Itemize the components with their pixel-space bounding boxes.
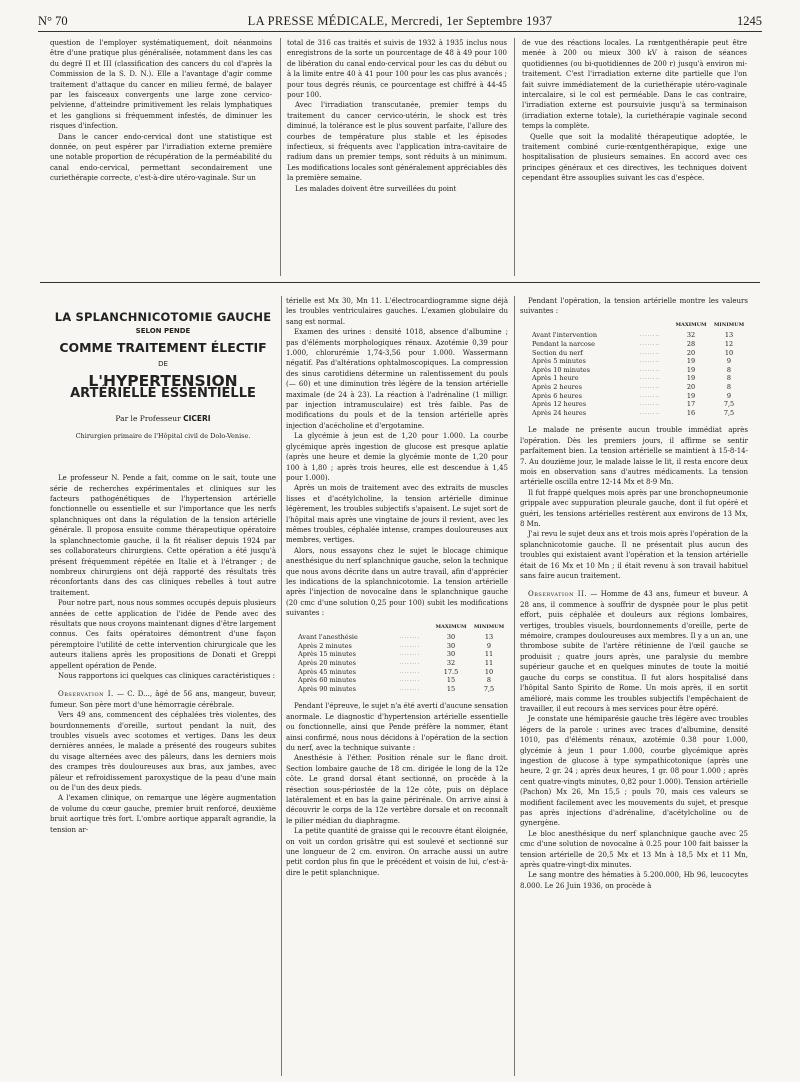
- value-max: 30: [446, 633, 456, 642]
- table-row: [520, 331, 748, 340]
- leader-dots: ........: [639, 349, 661, 356]
- issue-number: N° 70: [38, 14, 68, 28]
- leader-dots: ........: [399, 677, 421, 684]
- title-line: ARTÉRIELLE ESSENTIELLE: [70, 386, 256, 402]
- row-label: Après 45 minutes: [298, 667, 356, 676]
- table-row: [520, 383, 748, 392]
- paragraph: Les malades doivent être surveillées du point: [295, 184, 457, 193]
- column-rule: [280, 38, 281, 276]
- value-max: 32: [446, 658, 456, 667]
- title-line: SELON PENDE: [135, 327, 191, 336]
- row-label: Après 10 minutes: [532, 365, 590, 374]
- row-label: Après 1 heure: [532, 374, 579, 383]
- paragraph: Le bloc anesthésique du nerf splanchnique gauche avec 25 cmc d'une solution de novocaïne à 0.25 pour 100 fait baisser la tension artérielle de 20,5 Mx et 13 Mn à 18,5 Mx et 11 Mn, après quatre-vingt-dix minutes.: [520, 829, 748, 869]
- paragraph: Après un mois de traitement avec des extraits de muscles lisses et d'acétylcholine, la tension artérielle diminue légèrement, les troubles subjectifs s'apaisent. Le sujet sort de l'hôpital mais après une vingtaine de jours il revient, avec les mêmes troubles, céphalée intense, crampes douloureuses aux membres, vertiges.: [286, 484, 508, 545]
- table-row: [520, 357, 748, 366]
- value-min: 9: [726, 391, 732, 400]
- journal-title: LA PRESSE MÉDICALE, Mercredi, 1er Septembre 1937: [247, 14, 553, 28]
- leader-dots: ........: [399, 659, 421, 666]
- page-number: 1245: [736, 14, 762, 28]
- title-line: LA SPLANCHNICOTOMIE GAUCHE: [54, 310, 272, 324]
- value-min: 7,5: [723, 408, 735, 417]
- paragraph: de vue des réactions locales. La rœntgenthérapie peut être menée à 200 ou mieux 300 kV à raison de séances quotidiennes (ou bi-quotidiennes de 200 r) jusqu'à environ mi-traitement. C'est l'irradiation externe dite partielle que l'on fait suivre immédiatement de la curiethérapie utéro-vaginale intercalaire, si le col est perméable. Dans le cas contraire, l'irradiation externe est poursuivie jusqu'à sa terminaison (irradiation externe totale), la curiethérapie vaginale second temps la complète.: [522, 39, 747, 131]
- table-row: [286, 642, 508, 651]
- row-label: Après 6 heures: [532, 391, 582, 400]
- table-row: [520, 409, 748, 418]
- title-line: COMME TRAITEMENT ÉLECTIF: [59, 339, 267, 355]
- table-row: [286, 668, 508, 677]
- value-max: 19: [686, 357, 696, 366]
- row-label: Après 20 minutes: [298, 658, 356, 667]
- value-min: 11: [484, 650, 494, 659]
- paragraph: J'ai revu le sujet deux ans et trois mois après l'opération de la splanchnicotomie gauche. Il ne présentait plus aucun des troubles qui existaient avant l'opération et la tension artérielle était de 16 Mx et 10 Mn ; il était revenu à son travail habituel sans faire aucun traitement.: [520, 530, 748, 581]
- leader-dots: ........: [639, 358, 661, 365]
- row-label: Après 2 minutes: [298, 641, 352, 650]
- leader-dots: ........: [639, 341, 661, 347]
- value-max: 30: [446, 650, 456, 659]
- value-min: 8: [726, 374, 732, 383]
- observation-text: — C. D..., âgé de 56 ans, mangeur, buveur, fumeur. Son père mort d'une hémorragie cérébrale.: [50, 690, 276, 709]
- value-min: 9: [486, 641, 492, 650]
- author-prefix: Par le Professeur: [115, 414, 181, 424]
- paragraph: question de l'employer systématiquement, doit néanmoins être d'une pratique plus généralisée, notamment dans les cas du degré II et III (classification des cancers du col d'après la Commission de la S. D. N.). Elle a l'avantage d'agir comme traitement d'attaque du cancer en milieu fermé, de balayer par les faisceaux convergents une large zone cervico-pelvienne, d'atteindre primitivement les relais lymphatiques et les ganglions si fréquemment infestés, de diminuer les risques d'infection.: [50, 39, 272, 131]
- leader-dots: ........: [639, 332, 661, 339]
- leader-dots: ........: [399, 634, 421, 641]
- leader-dots: ........: [639, 401, 661, 408]
- article-author: [50, 414, 276, 424]
- value-max: 19: [686, 365, 696, 374]
- value-max: 16: [686, 408, 696, 417]
- value-max: 17: [686, 400, 696, 409]
- value-min: 9: [726, 357, 732, 366]
- row-label: Après 60 minutes: [298, 676, 356, 685]
- paragraph: Examen des urines : densité 1018, absence d'albumine ; pas d'éléments morphologiques rénaux. Azotémie 0,39 pour 1.000, chlorurémie 1,74-3,56 pour 1.000. Wassermann négatif. Pas d'altérations ophtalmoscopiques. La compression des sinus carotidiens détermine un ralentissement du pouls (— 60) et une diminution très légère de la tension artérielle maximale (de 24 à 23). La réaction à l'adrénaline (1 milligr. par injection intramusculaire) est très faible. Pas de modifications du pouls et de la tension artérielle après injection d'acécholine et d'ergotamine.: [286, 328, 508, 430]
- tension-table-anesthesia: [286, 623, 508, 694]
- table-row: [520, 340, 748, 349]
- row-label: Pendant la narcose: [532, 340, 595, 348]
- table-row: [520, 349, 748, 358]
- title-line: DE: [158, 360, 168, 369]
- table-row: [286, 650, 508, 659]
- article-column-3: [520, 296, 748, 1076]
- value-min: 7,5: [483, 684, 495, 693]
- paragraph: Pendant l'opération, la tension artérielle montre les valeurs suivantes :: [520, 297, 748, 316]
- tension-table-operation: [520, 321, 748, 418]
- observation-2-intro: [520, 589, 748, 714]
- table-row: [520, 400, 748, 409]
- value-max: 20: [686, 348, 696, 357]
- paragraph: Quelle que soit la modalité thérapeutique adoptée, le traitement combiné curie-rœntgenthérapique, exige une hospitalisation de plusieurs semaines. En accord avec ces principes généraux et ces directives, les techniques doivent cependant être assouplies suivant les cas d'espèce.: [522, 132, 747, 183]
- row-label: Après 5 minutes: [532, 357, 586, 366]
- top-column-1: [50, 38, 272, 278]
- table-row: [286, 685, 508, 694]
- paragraph: térielle est Mx 30, Mn 11. L'électrocardiogramme signe déjà les troubles ventriculaires gauches. L'examen globulaire du sang est normal.: [286, 297, 508, 326]
- row-label: Après 12 heures: [532, 400, 587, 409]
- value-max: 19: [686, 391, 696, 400]
- table-row: [520, 392, 748, 401]
- value-min: 7,5: [723, 400, 735, 409]
- top-column-3: [522, 38, 747, 278]
- paragraph: Je constate une hémiparésie gauche très légère avec troubles légers de la parole : urines avec traces d'albumine, densité 1010, pas d'éléments rénaux, azotémie 0.38 pour 1.000, glycémie à jeun 1 pour 1.000, courbe glycémique après ingestion de glucose à type sympathicotonique (après une heure, 2 gr. 24 ; après deux heures, 1 gr. 08 pour 1.000 ; après cent quatre-vingts minutes, 0,82 pour 1.000). Tension artérielle (Pachon) Mx 26, Mn 15,5 ; pouls 70, mais ces valeurs se modifient facilement avec les mouvements du sujet, et presque pas après injections d'adrénaline, d'acétylcholine ou de gynergène.: [520, 715, 748, 828]
- paragraph: total de 316 cas traités et suivis de 1932 à 1935 inclus nous enregistrons de la sorte un pourcentage de 48 à 49 pour 100 de libération du canal endo-cervical pour les cas du début ou à la limite entre 40 à 41 pour 100 pour les cas plus avancés ; pour tous degrés réunis, ce pourcentage est chiffré à 44-45 pour 100.: [287, 39, 507, 100]
- observation-label: Observation I.: [58, 690, 114, 699]
- paragraph: Pendant l'épreuve, le sujet n'a été averti d'aucune sensation anormale. Le diagnostic d'hypertension artérielle essentielle ou fonctionnelle, ainsi que Pende préfère la nommer, étant ainsi confirmé, nous nous décidons à l'opération de la section du nerf, avec la technique suivante :: [286, 702, 508, 752]
- leader-dots: ........: [639, 409, 661, 416]
- section-divider: [40, 282, 760, 283]
- row-label: Section du nerf: [532, 348, 583, 357]
- table-row: [286, 659, 508, 668]
- value-min: 10: [484, 667, 494, 676]
- value-min: 13: [724, 331, 734, 340]
- leader-dots: ........: [399, 651, 421, 658]
- value-max: 30: [446, 641, 456, 650]
- value-min: 8: [726, 382, 732, 391]
- paragraph: Dans le cancer endo-cervical dont une statistique est donnée, on peut espérer par l'irradiation externe première une notable proportion de récupération de la perméabilité du canal endo-cervical, permettant secondairement une curiethérapie correcte, c'est-à-dire utéro-vaginale. Sur un: [50, 132, 272, 183]
- table-row: [286, 676, 508, 685]
- value-max: 28: [686, 340, 696, 348]
- value-min: 12: [724, 340, 734, 348]
- value-min: 13: [484, 633, 494, 642]
- paragraph: Anesthésie à l'éther. Position rénale sur le flanc droit. Section lombaire gauche de 18 cm. dirigée le long de la 12e côte. Le grand dorsal étant sectionné, on procède à la résection sous-périostée de la 12e côte, puis on déplace latéralement et en bas la gaine périrénale. On arrive ainsi à découvrir le corps de la 12e vertèbre dorsale et on reconnaît le pilier médian du diaphragme.: [286, 754, 508, 825]
- table-row: [286, 633, 508, 642]
- paragraph: Alors, nous essayons chez le sujet le blocage chimique anesthésique du nerf splanchnique gauche, selon la technique que nous avons décrite dans un autre travail, afin d'apprécier les indications de la splanchnicotomie. La tension artérielle après l'injection de novocaïne dans le splanchnique gauche (20 cmc d'une solution 0,25 pour 100) subit les modifications suivantes :: [286, 546, 508, 618]
- column-header-max: MAXIMUM: [675, 321, 707, 328]
- row-label: Après 90 minutes: [298, 684, 356, 693]
- paragraph: Pour notre part, nous nous sommes occupés depuis plusieurs années de cette application de l'idée de Pende avec des résultats que nous croyons maintenant dignes d'être largement connus. Ces faits opératoires démontrent d'une façon péremptoire l'utilité de cette intervention chirurgicale que les auteurs italiens après les propositions de Donati et Greppi appellent opération de Pende.: [50, 599, 276, 670]
- page-header: [38, 6, 762, 32]
- value-max: 15: [446, 676, 456, 685]
- leader-dots: ........: [399, 668, 421, 675]
- column-header-min: MINIMUM: [713, 321, 745, 328]
- value-min: 8: [486, 676, 492, 685]
- paragraph: Vers 49 ans, commencent des céphalées très violentes, des bourdonnements d'oreille, surtout pendant la nuit, des troubles visuels avec scotomes et vertiges. Dans les deux dernières années, le malade a présenté des rougeurs subites du visage alternées avec des pâleurs, dans les derniers mois des crampes très douloureuses aux bras, aux jambes, avec pâleur et refroidissement paroxystique de la peau d'une main ou de l'un des deux pieds.: [50, 711, 276, 793]
- author-affiliation: Chirurgien primaire de l'Hôpital civil de Dolo-Venise.: [75, 431, 251, 440]
- value-min: 8: [726, 365, 732, 374]
- leader-dots: ........: [639, 383, 661, 390]
- row-label: Après 24 heures: [532, 408, 587, 417]
- leader-dots: ........: [399, 642, 421, 649]
- observation-1-intro: [50, 689, 276, 710]
- paragraph: Il fut frappé quelques mois après par une bronchopneumonie grippale avec suppuration pleurale gauche, dont il fut opéré et guéri, les tensions artérielles restèrent aux environs de 13 Mx, 8 Mn.: [520, 488, 748, 528]
- row-label: Avant l'anesthésie: [298, 633, 358, 642]
- leader-dots: ........: [639, 375, 661, 382]
- paragraph: Avec l'irradiation transcutanée, premier temps du traitement du cancer cervico-utérin, le shock est très diminué, la tolérance est le plus souvent parfaite, l'allure des courbes de température plus stable et les épisodes infectieux, si fréquents avec l'application intra-cavitaire de radium dans un premier temps, sont réduits à un minimum. Les modifications locales sont généralement appréciables dès la première semaine.: [287, 101, 507, 183]
- title-line: L'HYPERTENSION: [88, 371, 238, 390]
- leader-dots: ........: [399, 685, 421, 692]
- article-title: [50, 310, 276, 402]
- leader-dots: ........: [639, 366, 661, 373]
- top-column-2: [287, 38, 507, 278]
- article-column-2: [286, 296, 508, 1076]
- table-row: [520, 366, 748, 375]
- table-row: [520, 374, 748, 383]
- paragraph: Le professeur N. Pende a fait, comme on le sait, toute une série de recherches expérimentales et cliniques sur les facteurs pathogénétiques de l'hypertension artérielle fonctionnelle ou essentielle et sur l'importance que les nerfs splanchniques ont dans la régulation de la tension artérielle générale. Il proposa ensuite comme thérapeutique opératoire la splanchnectomie gauche, il la fit réaliser depuis 1924 par ses collaborateurs chirurgiens. Cette opération a été jusqu'à présent fréquemment répétée en Italie et à l'étranger ; de nombreux chirurgiens ont déjà rapporté des résultats très réconfortants dans des cas cliniques rebelles à tout autre traitement.: [50, 474, 276, 597]
- column-rule: [281, 296, 282, 1076]
- value-min: 10: [724, 348, 734, 357]
- paragraph: La glycémie à jeun est de 1,20 pour 1.000. La courbe glycémique après ingestion de glucose est presque aplatie (après une heure et demie la glycémie monte de 1,20 pour 100 à 1,80 ; après trois heures, elle est descendue à 1,45 pour 1.000).: [286, 432, 508, 482]
- paragraph: Le sang montre des hématies à 5.200.000, Hb 96, leucocytes 8.000. Le 26 Juin 1936, on procède à: [520, 871, 748, 890]
- observation-label: Observation II.: [528, 590, 588, 599]
- column-rule: [514, 38, 515, 276]
- observation-text: — Homme de 43 ans, fumeur et buveur. A 28 ans, il commence à souffrir de dyspnée pour le plus petit effort, puis céphalée et douleurs aux régions lombaires, vertiges, troubles visuels, bourdonnements d'oreille, perte de mémoire, crampes douloureuses aux membres. Il y a un an, une thrombose subite de l'artère rétinienne de l'œil gauche se produisit ; quatre jours après, une paralysie du membre supérieur gauche et en quelques minutes de toute la moitié gauche du corps se constitua. Il fut alors hospitalisé dans l'hôpital Santo Spirito de Rome. Un mois après, il en sortit amélioré, mais comme les troubles subjectifs l'empêchaient de travailler, il eut recours à mes services pour être opéré.: [520, 590, 748, 713]
- value-min: 11: [484, 658, 494, 667]
- paragraph: La petite quantité de graisse qui le recouvre étant éloignée, on voit un cordon grisâtre qui est soulevé et sectionné sur une longueur de 2 cm. environ. On arrache aussi un autre petit cordon plus fin que le précédent et voisin de lui, c'est-à-dire le petit splanchnique.: [286, 827, 508, 877]
- paragraph: Le malade ne présente aucun trouble immédiat après l'opération. Dès les premiers jours, il affirme se sentir parfaitement bien. La tension artérielle se maintient à 15-8-14-7. Au douzième jour, le malade laisse le lit, il resta encore deux mois en observation sans d'autres médicaments. La tension artérielle oscilla entre 12-14 Mx et 8-9 Mn.: [520, 426, 748, 487]
- column-header-max: MAXIMUM: [435, 623, 467, 630]
- author-name: CICERI: [183, 414, 211, 424]
- paragraph: A l'examen clinique, on remarque une légère augmentation de volume du cœur gauche, premier bruit renforcé, deuxième bruit aortique très fort. L'ombre aortique apparaît agrandie, la tension ar-: [50, 794, 276, 834]
- value-max: 15: [446, 684, 456, 693]
- paragraph: Nous rapportons ici quelques cas cliniques caractéristiques :: [58, 671, 276, 680]
- article-column-1: [50, 296, 276, 1076]
- row-label: Après 2 heures: [532, 382, 582, 391]
- value-max: 17.5: [443, 667, 459, 676]
- value-max: 19: [686, 374, 696, 383]
- column-header-min: MINIMUM: [473, 623, 505, 630]
- column-rule: [514, 296, 515, 1076]
- value-max: 32: [686, 331, 696, 340]
- row-label: Avant l'intervention: [532, 331, 598, 340]
- row-label: Après 15 minutes: [298, 650, 356, 659]
- value-max: 20: [686, 382, 696, 391]
- leader-dots: ........: [639, 392, 661, 399]
